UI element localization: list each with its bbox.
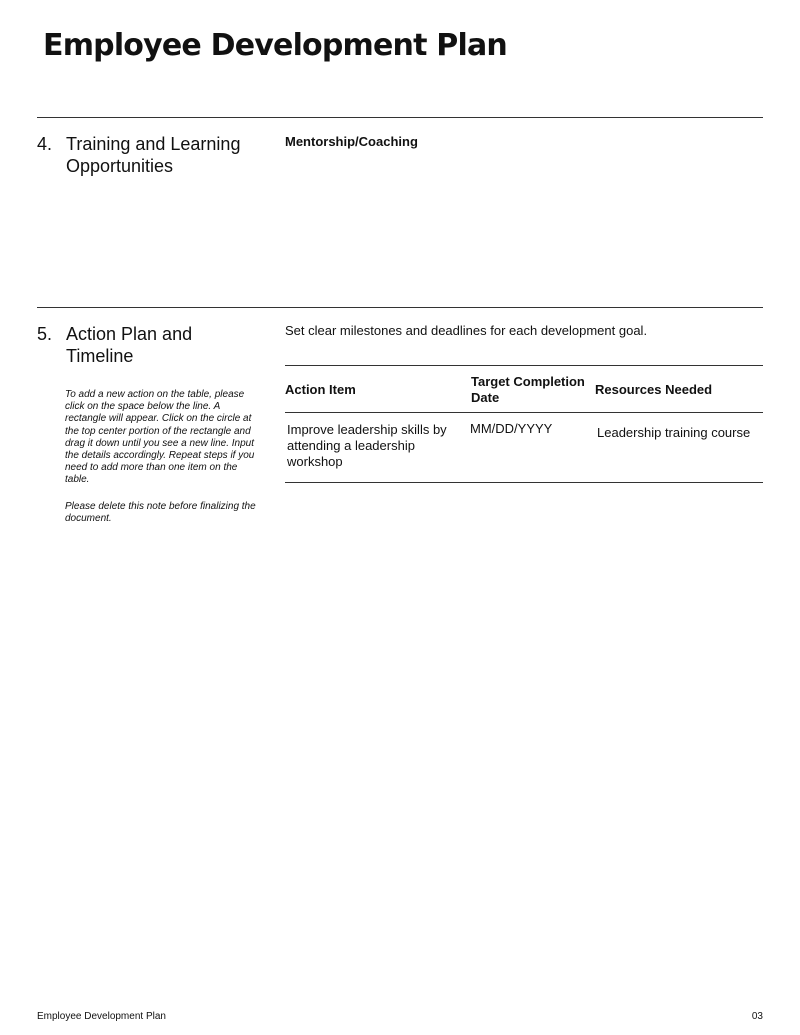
section-5-title: Action Plan and Timeline (66, 324, 193, 366)
section-4-number: 4. (37, 134, 53, 154)
section-4-title: Training and Learning Opportunities (66, 134, 241, 176)
header-action-item: Action Item (285, 382, 356, 397)
header-resources-needed: Resources Needed (595, 382, 713, 397)
header-target-completion-date: Target Completion Date (471, 374, 585, 405)
table-cell-target-date[interactable]: MM/DD/YYYY (470, 421, 553, 436)
mentorship-heading: Mentorship/Coaching (285, 134, 418, 149)
document-title: Employee Development Plan (43, 28, 507, 63)
table-top-rule (285, 365, 763, 366)
instruction-note: To add a new action on the table, please click on the space below the line. A rectangle will appear. Click on the circle at the top center portion of the rectangle and drag it down until you see a new line. Input the details accordingly. Repeat steps if you need to add more than one item on the table. (65, 389, 255, 486)
footer-page-number: 03 (751, 1011, 763, 1022)
delete-note: Please delete this note before finalizing the document. (65, 501, 256, 525)
section-divider (37, 117, 763, 118)
table-cell-action-item[interactable]: Improve leadership skills by attending a leadership workshop (287, 422, 447, 469)
section-5-intro: Set clear milestones and deadlines for each development goal. (285, 323, 648, 338)
table-cell-resources[interactable]: Leadership training course (597, 425, 751, 440)
section-5-number: 5. (37, 324, 53, 344)
footer-document-name: Employee Development Plan (37, 1011, 166, 1022)
table-bottom-rule (285, 482, 763, 483)
table-header-rule (285, 412, 763, 413)
section-divider (37, 307, 763, 308)
